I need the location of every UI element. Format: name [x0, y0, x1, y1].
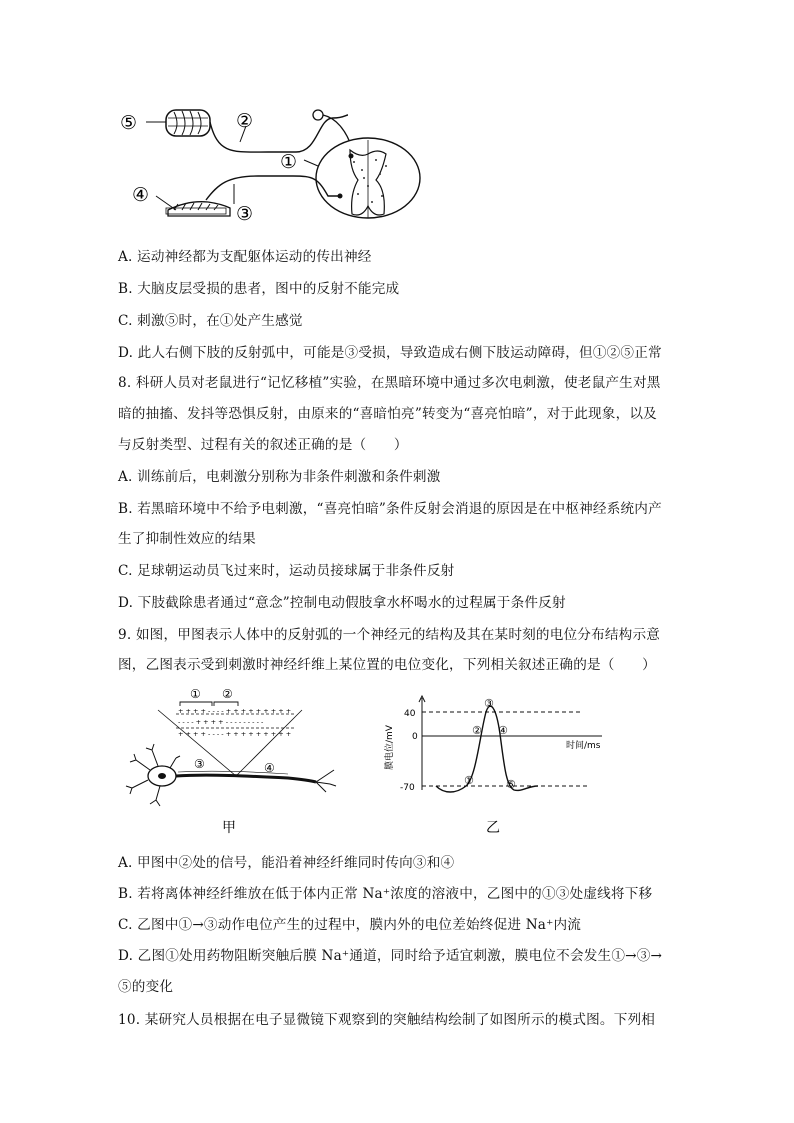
q9-option-a: A. 甲图中②处的信号，能沿着神经纤维同时传向③和④: [118, 855, 455, 871]
q8-stem-line-3: 与反射类型、过程有关的叙述正确的是（ ）: [118, 437, 408, 453]
label-4: ④: [132, 184, 150, 206]
yi-tick-neg70: -70: [400, 783, 415, 793]
q8-option-d: D. 下肢截除患者通过“意念”控制电动假肢拿水杯喝水的过程属于条件反射: [118, 595, 566, 611]
q8-option-a: A. 训练前后，电刺激分别称为非条件刺激和条件刺激: [118, 469, 441, 485]
yi-potential-curve: [436, 706, 538, 792]
label-2: ②: [236, 110, 254, 132]
jia-marker-2: ②: [222, 687, 233, 701]
jia-marker-4: ④: [264, 761, 275, 775]
yi-point-1: ①: [464, 774, 474, 787]
yi-caption: 乙: [486, 820, 500, 836]
muscle-icon: [166, 110, 210, 136]
spinal-cord-icon: [316, 138, 420, 218]
reflex-arc-figure: [118, 100, 428, 230]
q8-stem-line-1: 8. 科研人员对老鼠进行“记忆移植”实验，在黑暗环境中通过多次电刺激，使老鼠产生对黑: [118, 375, 661, 391]
q8-option-b: B. 若黑暗环境中不给予电刺激，“喜亮怕暗”条件反射会消退的原因是在中枢神经系统内产: [118, 501, 662, 517]
q8-stem-line-2: 暗的抽搐、发抖等恐惧反射，由原来的“喜暗怕亮”转变为“喜亮怕暗”，对于此现象，以及: [118, 406, 657, 422]
jia-marker-3: ③: [194, 757, 205, 771]
yi-tick-0: 0: [412, 732, 418, 742]
jia-charge-top: + + + + - - - - + + + + + + + + +: [178, 707, 292, 715]
jia-caption: 甲: [222, 820, 236, 836]
label-5: ⑤: [120, 112, 138, 134]
q9-stem-line-2: 图，乙图表示受到刺激时神经纤维上某位置的电位变化，下列相关叙述正确的是（ ）: [118, 657, 656, 673]
jia-charge-bot: + + + + - - - - + + + + + + + + +: [178, 730, 292, 738]
q8-option-c: C. 足球朝运动员飞过来时，运动员接球属于非条件反射: [118, 563, 455, 579]
neuron-figure-jia: [118, 684, 348, 840]
q9-option-d: D. 乙图①处用药物阻断突触后膜 Na⁺通道，同时给予适宜刺激，膜电位不会发生①→③→: [118, 948, 663, 964]
q9-option-c: C. 乙图中①→③动作电位产生的过程中，膜内外的电位差始终促进 Na⁺内流: [118, 917, 582, 933]
yi-point-3: ③: [484, 697, 494, 710]
yi-point-2: ②: [472, 724, 482, 737]
yi-point-5: ⑤: [506, 778, 516, 791]
action-potential-figure-yi: [380, 694, 630, 840]
q9-option-d-cont: ⑤的变化: [118, 979, 174, 995]
jia-charge-mid: - - - - + + + + - - - - - - - - -: [178, 718, 264, 726]
q9-option-b: B. 若将离体神经纤维放在低于体内正常 Na⁺浓度的溶液中，乙图中的①③处虚线将下移: [118, 886, 653, 902]
ganglion-icon: [313, 110, 323, 120]
q9-stem-line-1: 9. 如图，甲图表示人体中的反射弧的一个神经元的结构及其在某时刻的电位分布结构示意: [118, 627, 661, 643]
q7-option-d: D. 此人右侧下肢的反射弧中，可能是③受损，导致造成右侧下肢运动障碍，但①②⑤正常: [118, 345, 662, 361]
efferent-nerve: [210, 115, 348, 152]
yi-point-4: ④: [498, 724, 508, 737]
yi-xlabel: 时间/ms: [566, 741, 601, 751]
q10-stem-line-1: 10. 某研究人员根据在电子显微镜下观察到的突触结构绘制了如图所示的模式图。下列相: [118, 1012, 656, 1028]
yi-tick-40: 40: [404, 709, 416, 719]
yi-ylabel: 膜电位/mV: [385, 725, 395, 770]
neuron-icon: [126, 744, 336, 806]
q7-option-c: C. 刺激⑤时，在①处产生感觉: [118, 313, 303, 329]
jia-marker-1: ①: [190, 687, 201, 701]
label-3: ③: [236, 203, 254, 225]
q7-option-b: B. 大脑皮层受损的患者，图中的反射不能完成: [118, 281, 400, 297]
label-1: ①: [280, 151, 298, 173]
q7-option-a: A. 运动神经都为支配躯体运动的传出神经: [118, 249, 372, 265]
q8-option-b-cont: 生了抑制性效应的结果: [118, 531, 256, 547]
receptor-icon: [166, 202, 230, 216]
